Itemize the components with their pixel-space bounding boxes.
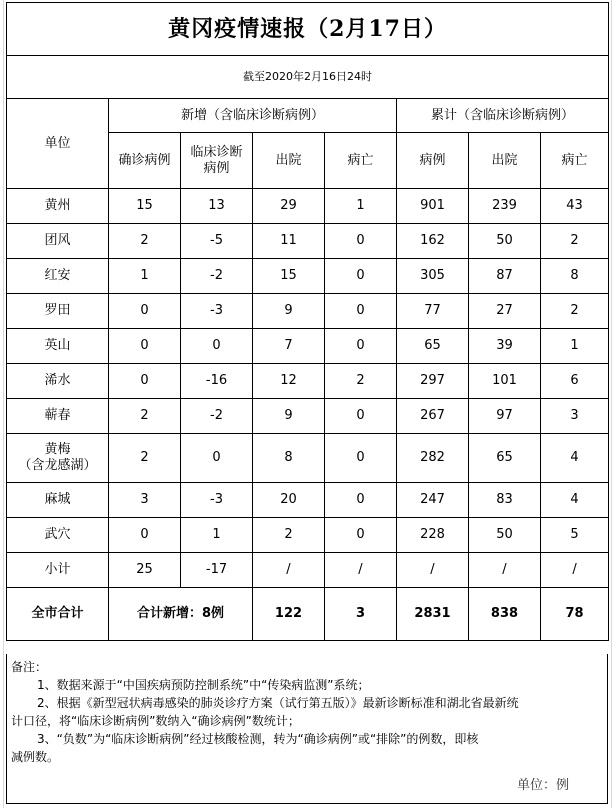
cell: 1 bbox=[109, 259, 181, 294]
cell: -3 bbox=[181, 483, 253, 518]
col-header: 临床诊断病例 bbox=[181, 133, 253, 189]
cell: 87 bbox=[469, 259, 541, 294]
total-row bbox=[7, 588, 609, 641]
cell: 39 bbox=[469, 329, 541, 364]
unit-stamp: 单位：例 bbox=[516, 778, 569, 793]
col-header: 病例 bbox=[397, 133, 469, 189]
notes-section bbox=[6, 654, 608, 804]
note-item: 2、根据《新型冠状病毒感染的肺炎诊疗方案（试行第五版）》最新诊断标准和湖北省最新统 bbox=[37, 696, 519, 710]
total-cell: 838 bbox=[469, 588, 541, 641]
cell: / bbox=[325, 553, 397, 588]
notes-heading: 备注： bbox=[11, 660, 48, 674]
cell: 101 bbox=[469, 364, 541, 399]
total-cell: 122 bbox=[253, 588, 325, 641]
cell: 0 bbox=[109, 518, 181, 553]
col-header: 病亡 bbox=[325, 133, 397, 189]
cell: -2 bbox=[181, 399, 253, 434]
cell: 13 bbox=[181, 189, 253, 224]
col-header: 病亡 bbox=[541, 133, 609, 189]
cell: 2 bbox=[109, 434, 181, 483]
row-name: 浠水 bbox=[7, 364, 109, 399]
cell: 77 bbox=[397, 294, 469, 329]
epidemic-table bbox=[6, 2, 609, 641]
cell: 50 bbox=[469, 518, 541, 553]
cell: 0 bbox=[325, 518, 397, 553]
col-header: 出院 bbox=[253, 133, 325, 189]
unit-header: 单位 bbox=[7, 99, 109, 189]
cell: 0 bbox=[325, 224, 397, 259]
cell: 162 bbox=[397, 224, 469, 259]
row-name bbox=[7, 434, 109, 483]
cell: 0 bbox=[109, 294, 181, 329]
cell: 15 bbox=[109, 189, 181, 224]
row-name: 团风 bbox=[7, 224, 109, 259]
cell: / bbox=[541, 553, 609, 588]
sheet-gridline bbox=[3, 0, 4, 808]
cell: 27 bbox=[469, 294, 541, 329]
cell: -3 bbox=[181, 294, 253, 329]
cell: 282 bbox=[397, 434, 469, 483]
cell: 43 bbox=[541, 189, 609, 224]
table-row bbox=[7, 259, 609, 294]
row-name: 麻城 bbox=[7, 483, 109, 518]
cell: 2 bbox=[109, 224, 181, 259]
cell: 97 bbox=[469, 399, 541, 434]
cell: 4 bbox=[541, 434, 609, 483]
table-row bbox=[7, 434, 609, 483]
cell: 239 bbox=[469, 189, 541, 224]
table-row bbox=[7, 329, 609, 364]
total-new-sum: 合计新增：8例 bbox=[109, 588, 253, 641]
cell: 2 bbox=[109, 399, 181, 434]
cell: / bbox=[397, 553, 469, 588]
cell: 29 bbox=[253, 189, 325, 224]
row-name-line2: （含龙感湖） bbox=[18, 458, 97, 473]
cell: 0 bbox=[325, 483, 397, 518]
cell: 1 bbox=[325, 189, 397, 224]
cell: 297 bbox=[397, 364, 469, 399]
table-row bbox=[7, 399, 609, 434]
cell: -16 bbox=[181, 364, 253, 399]
note-item: 1、数据来源于“中国疾病预防控制系统”中“传染病监测”系统； bbox=[37, 678, 370, 692]
cell: 267 bbox=[397, 399, 469, 434]
table-row bbox=[7, 224, 609, 259]
row-name: 黄州 bbox=[7, 189, 109, 224]
cell: 9 bbox=[253, 399, 325, 434]
row-name: 英山 bbox=[7, 329, 109, 364]
cell: 1 bbox=[541, 329, 609, 364]
sheet-gridline bbox=[611, 0, 612, 808]
total-cell: 2831 bbox=[397, 588, 469, 641]
table-row bbox=[7, 364, 609, 399]
cell: / bbox=[469, 553, 541, 588]
cell: 9 bbox=[253, 294, 325, 329]
cell: 7 bbox=[253, 329, 325, 364]
cell: 0 bbox=[109, 364, 181, 399]
cell: 4 bbox=[541, 483, 609, 518]
total-label: 全市合计 bbox=[7, 588, 109, 641]
cell: 2 bbox=[541, 294, 609, 329]
cell: 0 bbox=[325, 259, 397, 294]
row-name: 红安 bbox=[7, 259, 109, 294]
table-row bbox=[7, 483, 609, 518]
cumulative-group-header: 累计（含临床诊断病例） bbox=[397, 99, 609, 133]
cell: 2 bbox=[253, 518, 325, 553]
cell: 8 bbox=[541, 259, 609, 294]
cell: 0 bbox=[325, 434, 397, 483]
subtotal-row bbox=[7, 553, 609, 588]
cell: 5 bbox=[541, 518, 609, 553]
total-cell: 78 bbox=[541, 588, 609, 641]
cell: 12 bbox=[253, 364, 325, 399]
cell: 2 bbox=[541, 224, 609, 259]
col-header: 确诊病例 bbox=[109, 133, 181, 189]
row-name-line1: 黄梅 bbox=[44, 442, 71, 457]
new-group-header: 新增（含临床诊断病例） bbox=[109, 99, 397, 133]
note-item: 计口径，将“临床诊断病例”数纳入“确诊病例”数统计； bbox=[11, 714, 300, 728]
cell: 0 bbox=[181, 434, 253, 483]
cell: 0 bbox=[325, 294, 397, 329]
row-name: 武穴 bbox=[7, 518, 109, 553]
cell: 0 bbox=[109, 329, 181, 364]
cell: 25 bbox=[109, 553, 181, 588]
cell: 83 bbox=[469, 483, 541, 518]
cell: 0 bbox=[325, 329, 397, 364]
cell: -2 bbox=[181, 259, 253, 294]
cell: 3 bbox=[109, 483, 181, 518]
date-note: 截至2020年2月16日24时 bbox=[7, 56, 609, 99]
cell: 2 bbox=[325, 364, 397, 399]
cell: 305 bbox=[397, 259, 469, 294]
cell: 20 bbox=[253, 483, 325, 518]
cell: / bbox=[253, 553, 325, 588]
table-row bbox=[7, 189, 609, 224]
cell: 228 bbox=[397, 518, 469, 553]
report-title: 黄冈疫情速报（2月17日） bbox=[7, 3, 609, 56]
cell: 247 bbox=[397, 483, 469, 518]
cell: 0 bbox=[325, 399, 397, 434]
cell: 3 bbox=[541, 399, 609, 434]
cell: 65 bbox=[397, 329, 469, 364]
note-item: 减例数。 bbox=[11, 750, 60, 764]
cell: 11 bbox=[253, 224, 325, 259]
row-name: 蕲春 bbox=[7, 399, 109, 434]
table-row bbox=[7, 518, 609, 553]
cell: 0 bbox=[181, 329, 253, 364]
table-row bbox=[7, 294, 609, 329]
row-name: 小计 bbox=[7, 553, 109, 588]
total-cell: 3 bbox=[325, 588, 397, 641]
cell: 65 bbox=[469, 434, 541, 483]
cell: 6 bbox=[541, 364, 609, 399]
cell: -5 bbox=[181, 224, 253, 259]
cell: 8 bbox=[253, 434, 325, 483]
row-name: 罗田 bbox=[7, 294, 109, 329]
note-item: 3、“负数”为“临床诊断病例”经过核酸检测，转为“确诊病例”或“排除”的例数，即核 bbox=[37, 732, 479, 746]
cell: -17 bbox=[181, 553, 253, 588]
cell: 901 bbox=[397, 189, 469, 224]
cell: 1 bbox=[181, 518, 253, 553]
col-header: 出院 bbox=[469, 133, 541, 189]
cell: 50 bbox=[469, 224, 541, 259]
cell: 15 bbox=[253, 259, 325, 294]
